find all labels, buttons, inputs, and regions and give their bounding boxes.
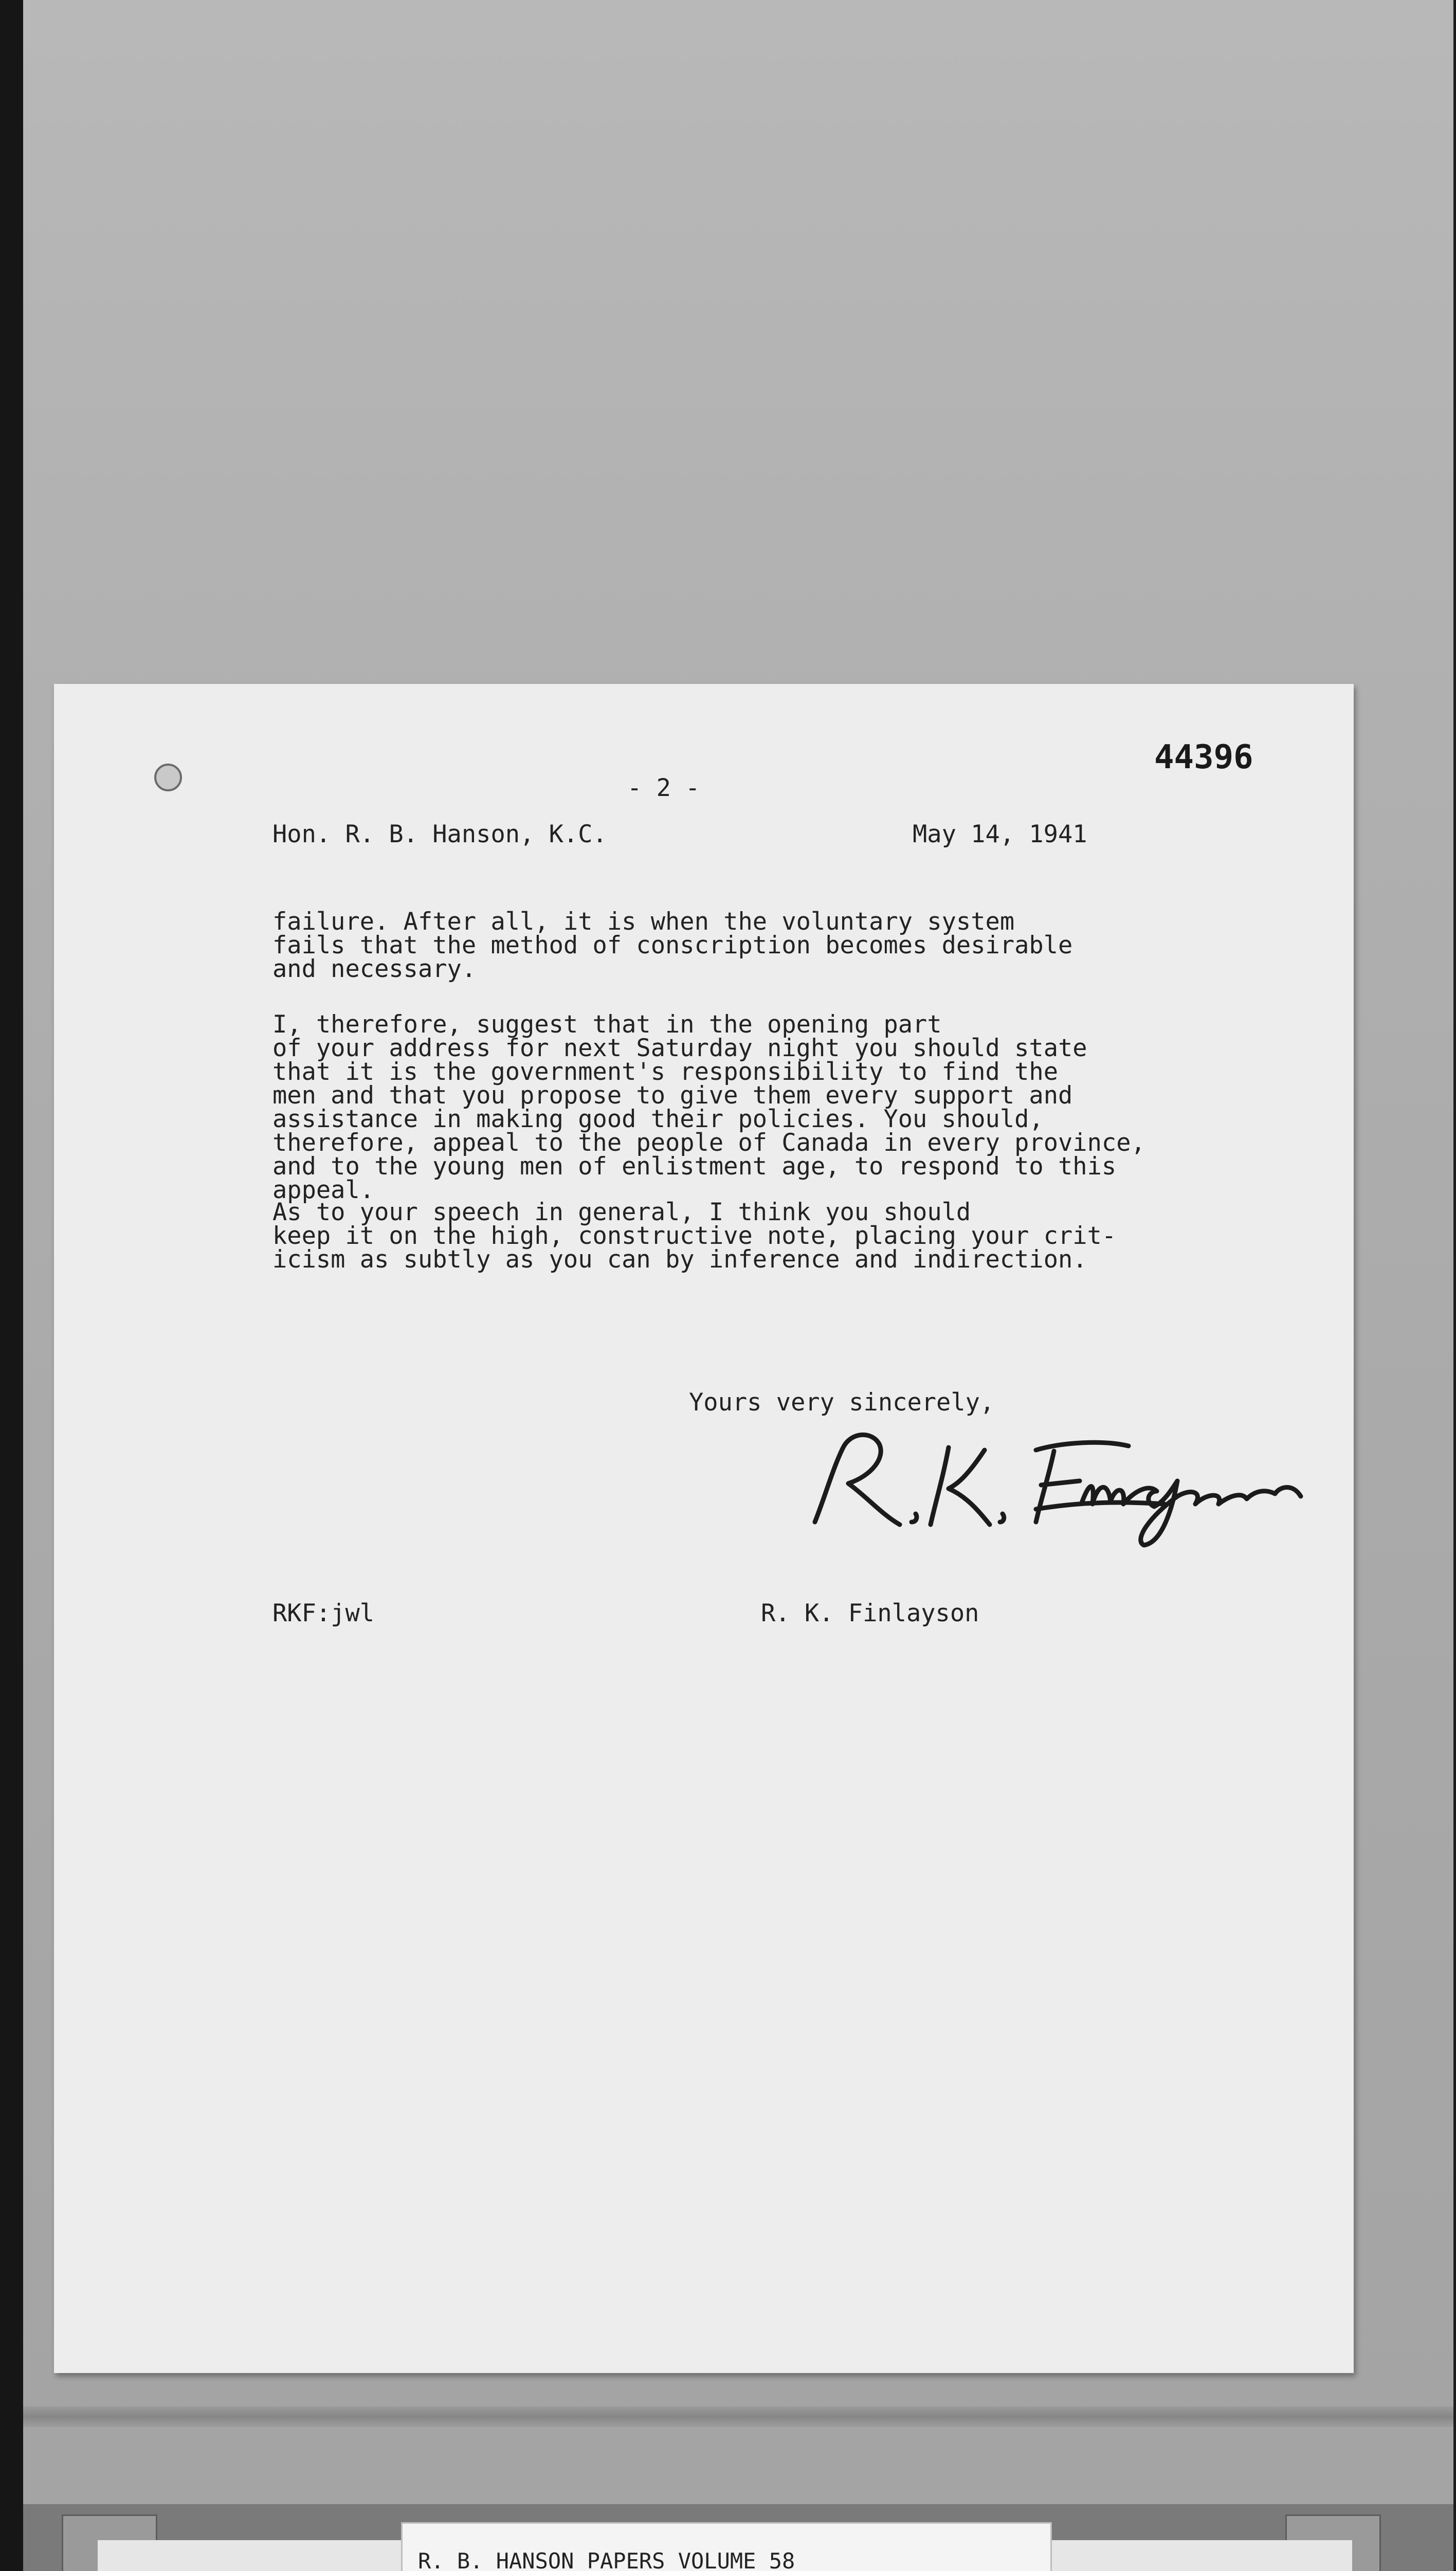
page-marker: - 2 - <box>627 774 700 802</box>
addressee: Hon. R. B. Hanson, K.C. <box>272 820 607 848</box>
volume-label-strip <box>401 2522 1052 2571</box>
typed-signature-name: R. K. Finlayson <box>761 1599 979 1627</box>
paragraph-3: As to your speech in general, I think you should keep it on the high, constructive note, placing your crit- icism as subtly as you can by inference and indirection. <box>272 1198 1117 1274</box>
letter-page <box>54 684 1354 2373</box>
scan-left-edge <box>0 0 23 2571</box>
paragraph-2: I, therefore, suggest that in the opening part of your address for next Saturday night you should state that it is the government's responsibility to find the men and that you propose to give them every support and assistance in making good their policies. You should, therefore, appeal to the people of Canada in every province, and to the young men of enlistment age, to respond to this appeal. <box>272 1010 1145 1204</box>
letter-date: May 14, 1941 <box>913 820 1087 848</box>
punch-hole-icon <box>154 764 182 791</box>
paragraph-1: failure. After all, it is when the voluntary system fails that the method of conscription becomes desirable and necessary. <box>272 908 1073 983</box>
document-number: 44396 <box>1154 738 1253 776</box>
closing: Yours very sincerely, <box>689 1388 995 1417</box>
backing-fold-shadow <box>23 2406 1453 2427</box>
handwritten-signature <box>794 1419 1339 1548</box>
reference-initials: RKF:jwl <box>272 1599 375 1627</box>
volume-label: R. B. HANSON PAPERS VOLUME 58 <box>418 2548 795 2571</box>
